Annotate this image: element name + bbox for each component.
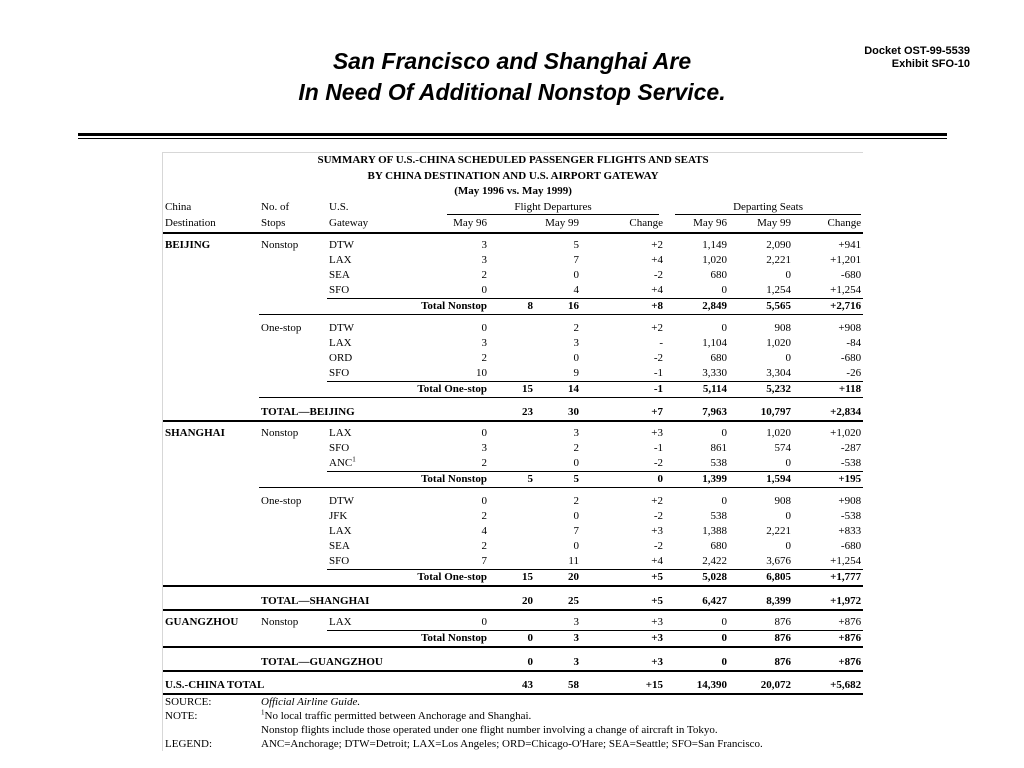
flights-change-cell: -1 <box>653 441 663 454</box>
stops-cell: Nonstop <box>261 615 299 628</box>
seats-change-cell: +2,716 <box>793 298 863 314</box>
destination-cell: BEIJING <box>165 238 211 251</box>
flights-change-cell: +3 <box>651 524 663 537</box>
title-line-1: San Francisco and Shanghai Are <box>332 48 692 74</box>
seats-may99-cell: 8,399 <box>729 594 793 610</box>
header-flights-may99: May 99 <box>489 216 581 233</box>
seats-may99-cell: 2,090 <box>766 238 791 251</box>
flights-may99-cell: 3 <box>535 630 581 647</box>
seats-change-cell: -538 <box>840 509 862 522</box>
legend-row <box>163 737 863 751</box>
seats-change-cell: +1,254 <box>793 554 863 570</box>
destination-cell: SHANGHAI <box>165 426 225 439</box>
flights-may99-cell: 30 <box>535 405 581 421</box>
seats-change-cell: +908 <box>838 494 862 507</box>
seats-may96-cell: 14,390 <box>665 678 729 694</box>
seats-change-cell: -84 <box>846 336 862 349</box>
source-text: Official Airline Guide. <box>261 695 361 708</box>
seats-may99-cell: 876 <box>729 615 793 631</box>
table-title-1: SUMMARY OF U.S.-CHINA SCHEDULED PASSENGER FLIGHTS AND SEATS <box>317 154 709 167</box>
note-label: NOTE: <box>165 709 198 722</box>
gateway-cell: ORD <box>329 351 353 364</box>
subtotal-row <box>163 569 863 586</box>
flights-change-cell: - <box>659 336 663 349</box>
flights-may96-cell: 20 <box>489 594 535 610</box>
docket-number: Docket OST-99-5539 <box>864 45 970 57</box>
table-row <box>163 539 863 554</box>
flights-may96-cell: 3 <box>481 238 487 251</box>
subtotal-row <box>163 381 863 397</box>
flights-may99-cell: 2 <box>573 321 579 334</box>
subtotal-label: Total Nonstop <box>259 298 489 314</box>
flights-change-cell: -2 <box>653 351 663 364</box>
gateway-cell: JFK <box>329 509 348 522</box>
stops-cell: Nonstop <box>261 238 299 251</box>
flights-may96-cell: 2 <box>481 509 487 522</box>
flights-may96-cell: 3 <box>481 253 487 266</box>
footnote-marker: 1 <box>352 454 356 463</box>
seats-may96-cell: 0 <box>721 321 727 334</box>
table-row <box>163 283 863 299</box>
grand-total-label: U.S.-CHINA TOTAL <box>163 678 489 694</box>
seats-may96-cell: 538 <box>665 456 729 472</box>
table-row <box>163 336 863 351</box>
seats-may96-cell: 1,399 <box>665 471 729 487</box>
flights-may96-cell: 2 <box>399 456 489 472</box>
header-flights-change: Change <box>581 216 665 233</box>
header-flights-may96: May 96 <box>399 216 489 233</box>
seats-may96-cell: 0 <box>721 494 727 507</box>
flights-may99-cell: 3 <box>573 426 579 439</box>
table-title-row <box>163 153 863 169</box>
seats-may99-cell: 20,072 <box>729 678 793 694</box>
flights-change-cell: +3 <box>581 655 665 671</box>
flights-change-cell: +3 <box>581 615 665 631</box>
seats-may99-cell: 0 <box>729 456 793 472</box>
gateway-code: ANC <box>329 456 353 469</box>
gateway-cell: LAX <box>327 615 399 631</box>
seats-may99-cell: 1,594 <box>729 471 793 487</box>
seats-change-cell: +908 <box>838 321 862 334</box>
flights-change-cell: +3 <box>651 426 663 439</box>
subtotal-row <box>163 298 863 314</box>
header-departing-seats <box>665 200 863 216</box>
seats-may96-cell: 6,427 <box>665 594 729 610</box>
seats-may99-cell: 10,797 <box>729 405 793 421</box>
header-departing-seats-label: Departing Seats <box>675 200 861 215</box>
seats-change-cell: +1,972 <box>793 594 863 610</box>
seats-may96-cell: 0 <box>665 615 729 631</box>
header-us: U.S. <box>329 201 349 213</box>
seats-may96-cell: 680 <box>710 351 727 364</box>
flights-may99-cell: 14 <box>535 381 581 397</box>
flights-may96-cell: 3 <box>481 441 487 454</box>
flights-may99-cell: 2 <box>573 441 579 454</box>
seats-may96-cell: 680 <box>710 539 727 552</box>
table-row <box>163 268 863 283</box>
flights-may99-cell: 5 <box>535 471 581 487</box>
flights-may99-cell: 0 <box>489 456 581 472</box>
subtotal-row <box>163 630 863 647</box>
header-flight-departures-label: Flight Departures <box>447 200 659 215</box>
seats-may96-cell: 0 <box>665 283 729 299</box>
flights-may99-cell: 7 <box>573 253 579 266</box>
note-text <box>259 709 863 723</box>
flights-may99-cell: 3 <box>489 615 581 631</box>
table-row <box>163 441 863 456</box>
flights-may99-cell: 0 <box>573 509 579 522</box>
table-title-row <box>163 169 863 185</box>
header-seats-may99: May 99 <box>729 216 793 233</box>
seats-may96-cell: 2,849 <box>665 298 729 314</box>
seats-may99-cell: 1,254 <box>729 283 793 299</box>
flights-may96-cell: 3 <box>481 336 487 349</box>
flights-may96-cell: 0 <box>489 630 535 647</box>
flights-may96-cell: 2 <box>481 539 487 552</box>
flights-may96-cell: 0 <box>481 494 487 507</box>
flights-may96-cell: 2 <box>481 351 487 364</box>
seats-may96-cell: 2,422 <box>665 554 729 570</box>
table-row <box>163 253 863 268</box>
seats-may99-cell: 0 <box>785 268 791 281</box>
gateway-cell <box>327 456 399 472</box>
seats-may99-cell: 2,221 <box>766 253 791 266</box>
gateway-cell: SFO <box>327 283 399 299</box>
note-row <box>163 723 863 737</box>
seats-may99-cell: 1,020 <box>766 336 791 349</box>
table-row <box>163 509 863 524</box>
flights-may99-cell: 0 <box>573 351 579 364</box>
flights-may96-cell: 15 <box>489 381 535 397</box>
note-text-1: No local traffic permitted between Anchorage and Shanghai. <box>264 709 532 722</box>
subtotal-label: Total One-stop <box>259 381 489 397</box>
gateway-cell: LAX <box>329 426 352 439</box>
seats-change-cell: +876 <box>793 655 863 671</box>
flights-change-cell: -2 <box>581 456 665 472</box>
seats-change-cell: -680 <box>840 268 862 281</box>
seats-may96-cell: 0 <box>665 655 729 671</box>
header-seats-change: Change <box>793 216 863 233</box>
seats-may99-cell: 5,565 <box>729 298 793 314</box>
seats-may96-cell: 5,114 <box>665 381 729 397</box>
title-rule-thick <box>78 133 947 136</box>
seats-may96-cell: 0 <box>665 630 729 647</box>
flights-change-cell: +4 <box>581 283 665 299</box>
flights-change-cell: +3 <box>581 630 665 647</box>
header-destination: Destination <box>163 216 259 233</box>
header-row-1 <box>163 200 863 216</box>
legend-text: ANC=Anchorage; DTW=Detroit; LAX=Los Angeles; ORD=Chicago-O'Hare; SEA=Seattle; SFO=San Francisco. <box>261 737 763 750</box>
seats-may96-cell: 1,388 <box>702 524 727 537</box>
stops-cell: One-stop <box>261 494 302 507</box>
flights-may96-cell: 0 <box>481 321 487 334</box>
title-line-2: In Need Of Additional Nonstop Service. <box>298 79 726 105</box>
seats-change-cell: +1,254 <box>793 283 863 299</box>
table-row <box>163 366 863 382</box>
flights-may96-cell: 15 <box>489 569 535 586</box>
docket-label <box>864 45 970 71</box>
flights-change-cell: +7 <box>581 405 665 421</box>
seats-change-cell: -680 <box>840 351 862 364</box>
flights-change-cell: -2 <box>653 539 663 552</box>
flights-change-cell: +2 <box>651 494 663 507</box>
flights-may96-cell: 0 <box>489 655 535 671</box>
flights-change-cell: +5 <box>581 569 665 586</box>
seats-change-cell: +5,682 <box>793 678 863 694</box>
destination-cell: GUANGZHOU <box>165 615 239 628</box>
flights-may99-cell: 0 <box>573 539 579 552</box>
note-row <box>163 709 863 723</box>
gateway-cell: DTW <box>329 321 355 334</box>
seats-change-cell: +2,834 <box>793 405 863 421</box>
flights-may96-cell: 10 <box>399 366 489 382</box>
flights-change-cell: +2 <box>651 238 663 251</box>
seats-may96-cell: 0 <box>721 426 727 439</box>
seats-change-cell: +941 <box>838 238 862 251</box>
city-total-row <box>163 655 863 671</box>
seats-change-cell: +1,020 <box>830 426 862 439</box>
footnote-marker: 1 <box>261 707 265 716</box>
table-row <box>163 554 863 570</box>
flights-may96-cell: 0 <box>399 283 489 299</box>
flights-change-cell: +15 <box>581 678 665 694</box>
flights-may96-cell: 0 <box>399 615 489 631</box>
city-total-label: TOTAL—SHANGHAI <box>259 594 489 610</box>
seats-may99-cell: 876 <box>729 655 793 671</box>
seats-may99-cell: 5,232 <box>729 381 793 397</box>
gateway-cell: DTW <box>329 238 355 251</box>
flights-change-cell: 0 <box>581 471 665 487</box>
subtotal-label: Total One-stop <box>259 569 489 586</box>
flights-may96-cell: 23 <box>489 405 535 421</box>
flights-change-cell: +5 <box>581 594 665 610</box>
seats-may99-cell: 908 <box>774 321 791 334</box>
city-total-row <box>163 594 863 610</box>
header-seats-may96: May 96 <box>665 216 729 233</box>
seats-may96-cell: 3,330 <box>665 366 729 382</box>
gateway-cell: LAX <box>329 253 352 266</box>
gateway-cell: SFO <box>327 366 399 382</box>
seats-may99-cell: 0 <box>785 539 791 552</box>
flights-may99-cell: 16 <box>535 298 581 314</box>
table-title-2: BY CHINA DESTINATION AND U.S. AIRPORT GATEWAY <box>367 169 659 182</box>
table-row <box>163 351 863 366</box>
seats-may99-cell: 908 <box>774 494 791 507</box>
exhibit-number: Exhibit SFO-10 <box>891 58 970 70</box>
seats-change-cell: +876 <box>793 630 863 647</box>
flights-may99-cell: 3 <box>535 655 581 671</box>
gateway-cell: SFO <box>329 441 350 454</box>
gateway-cell: LAX <box>329 524 352 537</box>
header-flight-departures <box>399 200 665 216</box>
gateway-cell: SEA <box>329 539 350 552</box>
flights-may99-cell: 11 <box>489 554 581 570</box>
seats-change-cell: -538 <box>793 456 863 472</box>
seats-change-cell: -680 <box>840 539 862 552</box>
seats-change-cell: +1,201 <box>830 253 862 266</box>
flights-may99-cell: 5 <box>573 238 579 251</box>
flights-change-cell: +8 <box>581 298 665 314</box>
flights-may99-cell: 9 <box>489 366 581 382</box>
flights-may96-cell: 5 <box>489 471 535 487</box>
header-china: China <box>165 201 192 213</box>
table-row <box>163 238 863 253</box>
city-total-label: TOTAL—GUANGZHOU <box>259 655 489 671</box>
note-text-2: Nonstop flights include those operated under one flight number involving a change of aircraft in Tokyo. <box>261 723 718 736</box>
flights-may96-cell: 4 <box>481 524 487 537</box>
seats-change-cell: +195 <box>793 471 863 487</box>
flights-may99-cell: 3 <box>573 336 579 349</box>
seats-may96-cell: 680 <box>710 268 727 281</box>
seats-may99-cell: 1,020 <box>766 426 791 439</box>
seats-may96-cell: 861 <box>710 441 727 454</box>
gateway-cell: DTW <box>329 494 355 507</box>
table-title-3: (May 1996 vs. May 1999) <box>454 185 572 198</box>
grand-total-row <box>163 678 863 694</box>
flights-may96-cell: 43 <box>489 678 535 694</box>
seats-may96-cell: 1,020 <box>702 253 727 266</box>
seats-may99-cell: 876 <box>729 630 793 647</box>
table-row <box>163 615 863 631</box>
city-total-label: TOTAL—BEIJING <box>259 405 489 421</box>
flights-may99-cell: 58 <box>535 678 581 694</box>
flights-may96-cell: 7 <box>399 554 489 570</box>
seats-may99-cell: 574 <box>774 441 791 454</box>
gateway-cell: SEA <box>329 268 350 281</box>
flights-change-cell: -1 <box>581 381 665 397</box>
seats-may99-cell: 6,805 <box>729 569 793 586</box>
flights-may99-cell: 4 <box>489 283 581 299</box>
seats-may96-cell: 1,149 <box>702 238 727 251</box>
header-row-2 <box>163 216 863 233</box>
flights-change-cell: +4 <box>651 253 663 266</box>
table-row <box>163 321 863 336</box>
seats-may99-cell: 2,221 <box>766 524 791 537</box>
subtotal-label: Total Nonstop <box>259 630 489 647</box>
seats-change-cell: -26 <box>793 366 863 382</box>
title-rule-thin <box>78 138 947 139</box>
header-stops: Stops <box>259 216 327 233</box>
table-row <box>163 524 863 539</box>
header-no-of: No. of <box>261 201 290 213</box>
source-label: SOURCE: <box>165 695 212 708</box>
flights-change-cell: -1 <box>581 366 665 382</box>
seats-may96-cell: 5,028 <box>665 569 729 586</box>
seats-change-cell: +876 <box>793 615 863 631</box>
subtotal-row <box>163 471 863 487</box>
page-title <box>180 46 844 108</box>
flights-may99-cell: 25 <box>535 594 581 610</box>
flights-may99-cell: 7 <box>573 524 579 537</box>
flights-change-cell: +4 <box>581 554 665 570</box>
seats-may96-cell: 7,963 <box>665 405 729 421</box>
flights-may96-cell: 0 <box>481 426 487 439</box>
flights-change-cell: -2 <box>653 509 663 522</box>
seats-change-cell: -287 <box>840 441 862 454</box>
gateway-cell: SFO <box>327 554 399 570</box>
table-row <box>163 426 863 441</box>
flights-may96-cell: 8 <box>489 298 535 314</box>
source-row <box>163 694 863 709</box>
seats-change-cell: +118 <box>793 381 863 397</box>
table-row <box>163 494 863 509</box>
table-title-row <box>163 184 863 200</box>
seats-may99-cell: 0 <box>785 509 791 522</box>
flights-may99-cell: 2 <box>573 494 579 507</box>
gateway-cell: LAX <box>329 336 352 349</box>
header-gateway: Gateway <box>327 216 399 233</box>
seats-change-cell: +1,777 <box>793 569 863 586</box>
seats-change-cell: +833 <box>838 524 862 537</box>
seats-may96-cell: 538 <box>710 509 727 522</box>
stops-cell: Nonstop <box>261 426 299 439</box>
table-row <box>163 456 863 472</box>
flights-may99-cell: 0 <box>573 268 579 281</box>
seats-may96-cell: 1,104 <box>702 336 727 349</box>
flights-change-cell: +2 <box>651 321 663 334</box>
flights-change-cell: -2 <box>653 268 663 281</box>
flights-may96-cell: 2 <box>481 268 487 281</box>
seats-may99-cell: 3,676 <box>729 554 793 570</box>
city-total-row <box>163 405 863 421</box>
subtotal-label: Total Nonstop <box>259 471 489 487</box>
seats-may99-cell: 0 <box>785 351 791 364</box>
stops-cell: One-stop <box>261 321 302 334</box>
legend-label: LEGEND: <box>165 737 213 750</box>
flights-summary-table <box>162 152 863 751</box>
seats-may99-cell: 3,304 <box>729 366 793 382</box>
flights-may99-cell: 20 <box>535 569 581 586</box>
